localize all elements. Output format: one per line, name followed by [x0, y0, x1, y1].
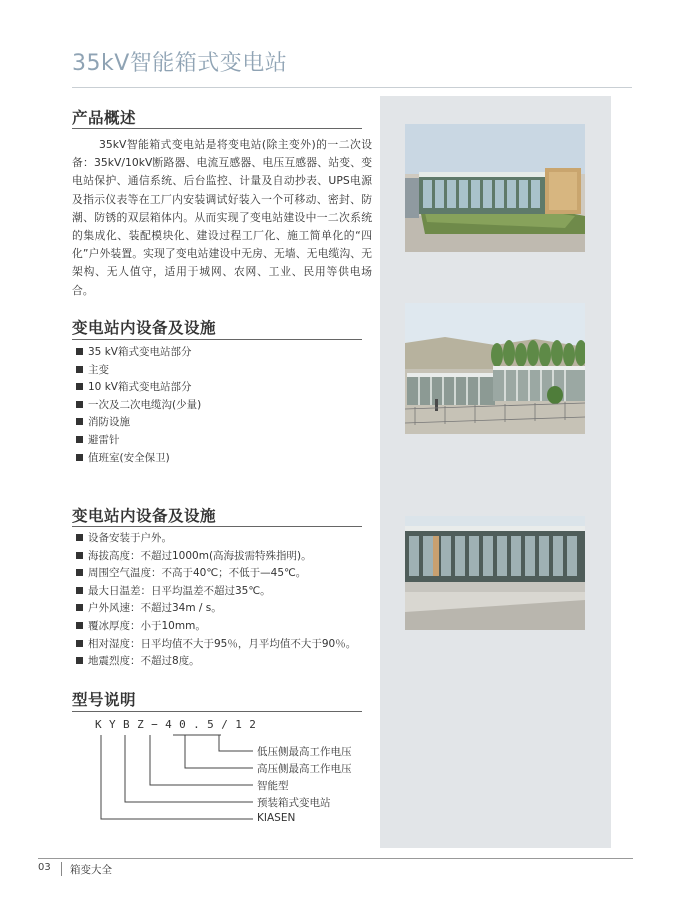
legend-brand: KIASEN	[257, 812, 296, 824]
page-title: 35kV智能箱式变电站	[72, 51, 288, 76]
list-item: 值班室(安全保卫)	[76, 450, 201, 468]
model-leader-lines	[95, 718, 395, 836]
conditions-divider	[72, 526, 362, 527]
list-item: 设备安装于户外。	[76, 530, 356, 548]
model-heading: 型号说明	[72, 691, 137, 709]
list-item: 消防设施	[76, 414, 201, 432]
facilities-divider	[72, 339, 362, 340]
substation-photo-gravel	[405, 516, 585, 630]
facilities-list	[76, 344, 201, 467]
list-item: 35 kV箱式变电站部分	[76, 344, 201, 362]
footer-separator	[61, 862, 62, 876]
list-item: 最大日温差：日平均温差不超过35℃。	[76, 583, 356, 601]
list-item: 周围空气温度：不高于40℃；不低于—45℃。	[76, 565, 356, 583]
overview-heading: 产品概述	[72, 109, 137, 127]
list-item: 一次及二次电缆沟(少量)	[76, 397, 201, 415]
model-divider	[72, 711, 362, 712]
legend-low-voltage: 低压侧最高工作电压	[257, 746, 352, 758]
list-item: 地震烈度：不超过8度。	[76, 653, 356, 671]
list-item: 户外风速：不超过34m / s。	[76, 600, 356, 618]
substation-photo-hillside	[405, 303, 585, 434]
list-item: 海拔高度：不超过1000m(高海拔需特殊指明)。	[76, 548, 356, 566]
title-divider	[72, 87, 632, 88]
list-item: 相对湿度：日平均值不大于95％，月平均值不大于90％。	[76, 636, 356, 654]
model-code: KYBZ−40.5/12	[95, 718, 264, 731]
overview-text: 35kV智能箱式变电站是将变电站(除主变外)的一二次设备：35kV/10kV断路器、电流互感器、电压互感器、站变、变电站保护、通信系统、后台监控、计量及自动抄表、UPS电源及指示仪表等在工厂内安装调试好装入一个可移动、密封、防潮、防锈的双层箱体内。从而实现了变电站建设中一二次系统的集成化、装配模块化、建设过程工厂化、施工简单化的“四化”户外装置。实现了变电站建设中无房、无墙、无电缆沟、无架构、无人值守，适用于城网、农网、工业、民用等供电场合。	[72, 138, 372, 297]
list-item: 覆冰厚度：小于10mm。	[76, 618, 356, 636]
legend-intelligent: 智能型	[257, 780, 289, 792]
overview-divider	[72, 128, 362, 129]
substation-photo-lawn	[405, 124, 585, 252]
legend-high-voltage: 高压侧最高工作电压	[257, 763, 352, 775]
page-number: 03	[38, 862, 51, 873]
legend-prefab-substation: 预装箱式变电站	[257, 797, 331, 809]
footer-divider	[38, 858, 633, 859]
list-item: 避雷针	[76, 432, 201, 450]
footer-title: 箱变大全	[70, 864, 112, 876]
conditions-heading: 变电站内设备及设施	[72, 507, 217, 525]
conditions-list	[76, 530, 356, 671]
model-code-diagram	[95, 718, 395, 836]
facilities-heading: 变电站内设备及设施	[72, 319, 217, 337]
list-item: 10 kV箱式变电站部分	[76, 379, 201, 397]
list-item: 主变	[76, 362, 201, 380]
